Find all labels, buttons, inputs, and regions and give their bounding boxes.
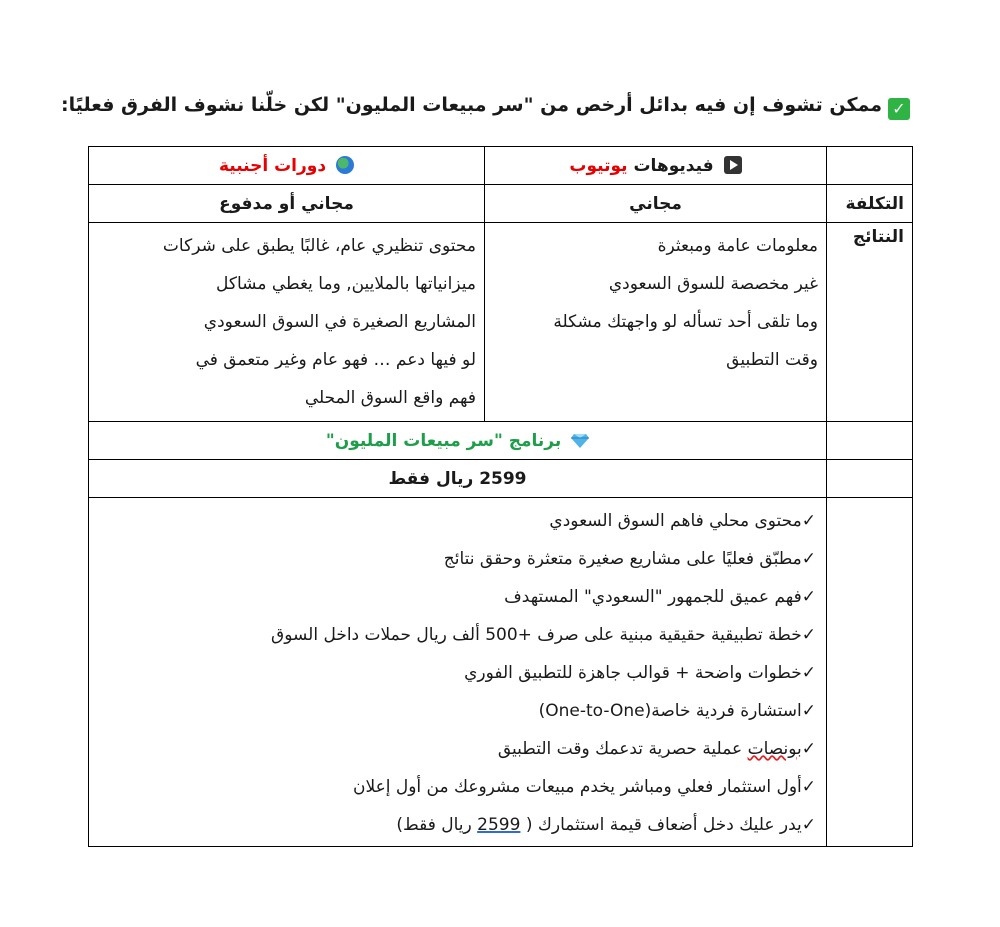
features-list [89,498,827,847]
foreign-courses-header [89,147,485,185]
program-price: 2599 ريال فقط [89,460,827,498]
youtube-header-highlight: يوتيوب [569,155,628,176]
results-youtube-line: وما تلقى أحد تسأله لو واجهتك مشكلة [553,312,818,332]
cost-row [89,185,913,223]
globe-icon [336,156,354,174]
results-label: النتائج [827,223,913,422]
empty-cell [827,460,913,498]
results-youtube-line: غير مخصصة للسوق السعودي [608,274,818,294]
empty-cell [827,498,913,847]
results-foreign [89,223,485,422]
results-foreign-line: لو فيها دعم … فهو عام وغير متعمق في [195,350,476,370]
heading-text: ممكن تشوف إن فيه بدائل أرخص من "سر مبيعات المليون" لكن خلّنا نشوف الفرق فعليًا: [61,94,882,116]
header-row [89,147,913,185]
program-title-row [89,422,913,460]
feature-item: ✓محتوى محلي فاهم السوق السعودي [549,511,816,531]
feature-text: عملية حصرية تدعمك وقت التطبيق [497,739,748,759]
feature-item: ✓مطبّق فعليًا على مشاريع صغيرة متعثرة وحقق نتائج [443,549,816,569]
gem-icon [571,433,589,449]
feature-item: ✓أول استثمار فعلي ومباشر يخدم مبيعات مشروعك من أول إعلان [352,777,816,797]
video-camera-icon [724,156,742,174]
cost-foreign: مجاني أو مدفوع [89,185,485,223]
results-foreign-line: ميزانياتها بالملايين, وما يغطي مشاكل [216,274,476,294]
check-mark-icon: ✓ [888,98,910,120]
results-row [89,223,913,422]
cost-youtube: مجاني [485,185,827,223]
feature-text: ريال فقط) [396,815,478,835]
program-title-text: برنامج "سر مبيعات المليون" [325,430,562,451]
price-row [89,460,913,498]
program-title [89,422,827,460]
youtube-header [485,147,827,185]
feature-item: ✓خطوات واضحة + قوالب جاهزة للتطبيق الفوري [464,663,816,683]
empty-cell [827,422,913,460]
comparison-table [88,146,913,847]
results-youtube-line: معلومات عامة ومبعثرة [657,236,818,256]
results-foreign-line: فهم واقع السوق المحلي [304,388,476,408]
feature-check: ✓ [801,739,816,759]
feature-item: ✓فهم عميق للجمهور "السعودي" المستهدف [504,587,816,607]
youtube-header-label: فيديوهات [633,155,714,176]
feature-item: ✓خطة تطبيقية حقيقية مبنية على صرف +500 ألف ريال حملات داخل السوق [271,625,816,645]
feature-misspelled-word: بونصات [747,739,802,759]
price-link[interactable]: 2599 [477,815,521,835]
feature-item [99,730,816,768]
cost-label: التكلفة [827,185,913,223]
empty-cell [827,147,913,185]
features-row [89,498,913,847]
page-heading [61,90,910,120]
results-foreign-line: المشاريع الصغيرة في السوق السعودي [203,312,476,332]
results-youtube [485,223,827,422]
foreign-courses-header-label: دورات أجنبية [218,155,327,176]
feature-text: ✓يدر عليك دخل أضعاف قيمة استثمارك ( [520,815,816,835]
feature-item: ✓استشارة فردية خاصة(One-to-One) [538,701,816,721]
results-foreign-line: محتوى تنظيري عام، غالبًا يطبق على شركات [162,236,476,256]
results-youtube-line: وقت التطبيق [726,350,818,370]
feature-item [99,806,816,844]
